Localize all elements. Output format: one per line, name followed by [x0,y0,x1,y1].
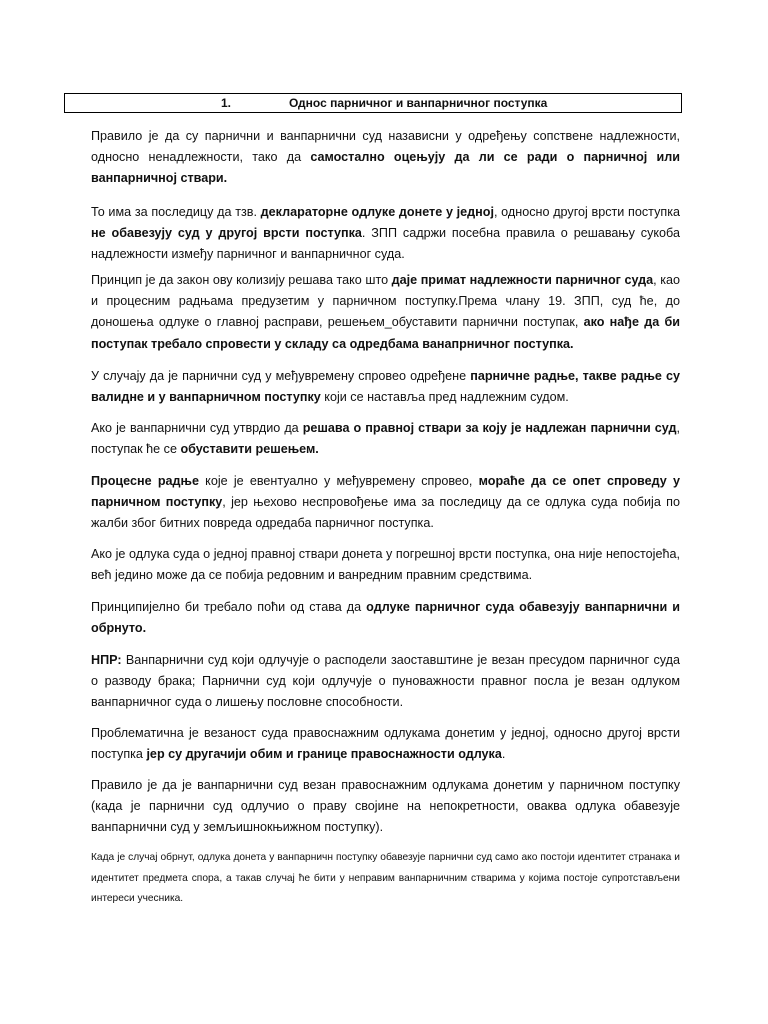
paragraph-3 [91,270,680,355]
text-span: Принцип је да закон ову колизију решава тако што [91,273,392,287]
paragraph-9 [91,650,680,714]
paragraph-11 [91,775,680,839]
bold-span: самостално оцењују да ли се ради о парничној или ванпарничној ствари. [91,150,680,186]
text-span: Ако је ванпарнични суд утврдио да [91,421,303,435]
paragraph-8 [91,597,680,639]
paragraph-7 [91,544,680,586]
text-span: , односно другој врсти поступка [493,205,680,219]
text-span: Ванпарнични суд који одлучује о расподели заоставштине је везан пресудом парничног суда о разводу брака; Парнични суд који одлучује о пуноважности правног посла је везан одлуком ванпарничног суда о лишењу пословне способности. [91,653,680,710]
paragraph-12 [91,848,680,910]
paragraph-6 [91,471,680,535]
text-span: који се наставља пред надлежним судом. [320,390,569,405]
bold-span: ако нађе да би поступак требало спровести у складу са одредбама ванапрничног поступка. [91,315,680,351]
text-span: , јер њехово неспровођење има за последицу да се одлука суда побија по жалби због битних повреда одредаба парничног поступка. [91,495,680,531]
text-span: Ако је одлука суда о једној правној ствари донета у погрешној врсти поступка, она није непостојећа, већ једино може да се побија редовним и ванредним правним средствима. [91,547,680,583]
bold-span: обуставити решењем. [180,442,319,457]
text-span: То има за последицу да тзв. [91,205,261,219]
bold-span: одлуке парничног суда обавезују ванпарнични и обрнуто. [91,600,680,636]
bold-span: решава о правној ствари за коју је надлежан парнични суд [302,421,677,435]
bold-span: парничне радње, такве радње су валидне и у ванпарничном поступку [91,369,680,405]
text-span: Проблематична је везаност суда правоснажним одлукама донетим у једној, односно другој врсти поступка [91,726,680,762]
bold-span: даје примат надлежности парничног суда [391,273,654,287]
section-heading [64,93,682,113]
text-span: које је евентуално у међувремену спровео, [198,474,479,488]
paragraph-1 [91,126,680,190]
text-span: Правило је да су парнични и ванпарнични суд назависни у одређењу сопствене надлежности, односно ненадлежности, тако да [91,129,680,165]
section-number: 1. [221,96,232,110]
text-span: Правило је да је ванпарнични суд везан правоснажним одлукама донетим у парничном поступку (када је парнични суд одлучио о праву својине на непокретности, оваква одлука обавезује ванпарнични суд у земљишнокњижном поступку). [91,778,680,835]
bold-span: не обавезују суд у другој врсти поступка [91,226,362,241]
text-span: . [501,747,506,762]
text-span: Када је случај обрнут, одлука донета у ванпарничн поступку обавезује парнични суд само ако постоји идентитет странака и идентитет предмета спора, а такав случај ће бити у неправим ванпарничним стварима у којима постоје супротстављени интереси учесника. [91,852,680,904]
text-span: , као и процесним радњама предузетим у парничном поступку.Према члану 19. ЗПП, суд ће, до доношења одлуке о главној расправи, решењем_обуставити парнични поступак, [91,273,680,330]
bold-span: мораће да се опет спроведу у парничном поступку [91,474,680,510]
text-span: . ЗПП садржи посебна правила о решавању сукоба надлежности између парничног и ванпарничног суда. [91,226,680,262]
bold-span: НПР: [91,653,122,667]
section-title: Однос парничног и ванпарничног поступка [289,96,548,110]
paragraph-5 [91,418,680,460]
bold-span: деклараторне одлуке донете у једној [260,205,494,219]
text-span: У случају да је парнични суд у међувремену спровео одређене [91,369,471,383]
paragraph-2 [91,202,680,266]
bold-span: јер су другачији обим и границе правоснажности одлука [146,747,502,762]
text-span: , поступак ће се [91,421,680,457]
paragraph-10 [91,723,680,765]
paragraph-4 [91,366,680,408]
text-span: Принципијелно би требало поћи од става да [91,600,367,614]
bold-span: Процесне радње [91,474,199,488]
